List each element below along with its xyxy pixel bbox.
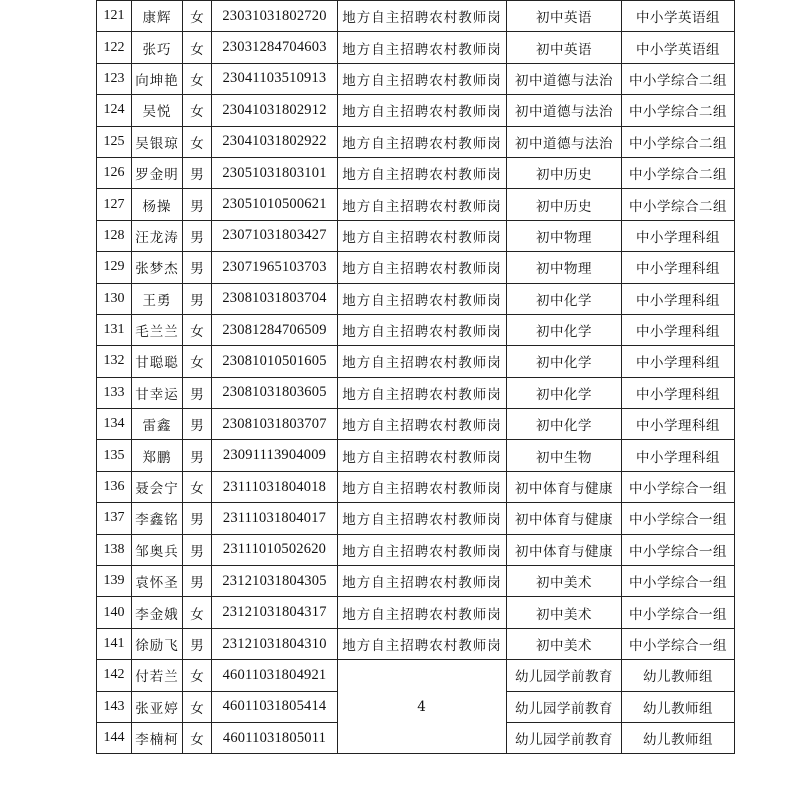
gender-cell: 男	[183, 220, 212, 251]
table-row	[97, 440, 735, 471]
subject-cell: 幼儿园学前教育	[507, 660, 622, 691]
gender-cell: 男	[183, 252, 212, 283]
exam-id-cell: 23051031803101	[212, 157, 338, 188]
group-cell: 中小学理科组	[622, 377, 735, 408]
name-cell: 张亚婷	[132, 691, 183, 722]
exam-id-cell: 23111010502620	[212, 534, 338, 565]
post-cell: 地方自主招聘农村教师岗	[338, 189, 507, 220]
name-cell: 付若兰	[132, 660, 183, 691]
post-cell: 地方自主招聘农村教师岗	[338, 63, 507, 94]
name-cell: 汪龙涛	[132, 220, 183, 251]
name-cell: 吴银琼	[132, 126, 183, 157]
row-number-cell: 132	[97, 346, 132, 377]
exam-id-cell: 23121031804317	[212, 597, 338, 628]
post-cell: 地方自主招聘农村教师岗	[338, 126, 507, 157]
subject-cell: 初中化学	[507, 314, 622, 345]
table-row	[97, 534, 735, 565]
subject-cell: 初中化学	[507, 409, 622, 440]
gender-cell: 女	[183, 471, 212, 502]
subject-cell: 初中化学	[507, 346, 622, 377]
post-cell: 地方自主招聘农村教师岗	[338, 377, 507, 408]
subject-cell: 初中化学	[507, 377, 622, 408]
name-cell: 袁怀圣	[132, 566, 183, 597]
name-cell: 邹奥兵	[132, 534, 183, 565]
row-number-cell: 133	[97, 377, 132, 408]
candidate-table	[96, 0, 735, 754]
name-cell: 李楠柯	[132, 722, 183, 753]
name-cell: 郑鹏	[132, 440, 183, 471]
subject-cell: 初中英语	[507, 32, 622, 63]
name-cell: 雷鑫	[132, 409, 183, 440]
post-cell: 地方自主招聘农村教师岗	[338, 220, 507, 251]
post-cell: 地方自主招聘农村教师岗	[338, 628, 507, 659]
table-row	[97, 503, 735, 534]
gender-cell: 女	[183, 95, 212, 126]
gender-cell: 女	[183, 691, 212, 722]
gender-cell: 男	[183, 283, 212, 314]
exam-id-cell: 23111031804018	[212, 471, 338, 502]
subject-cell: 初中道德与法治	[507, 95, 622, 126]
subject-cell: 初中历史	[507, 189, 622, 220]
group-cell: 中小学理科组	[622, 220, 735, 251]
gender-cell: 男	[183, 157, 212, 188]
row-number-cell: 130	[97, 283, 132, 314]
gender-cell: 女	[183, 126, 212, 157]
row-number-cell: 131	[97, 314, 132, 345]
exam-id-cell: 23031031802720	[212, 1, 338, 32]
table-row	[97, 220, 735, 251]
table-row	[97, 63, 735, 94]
subject-cell: 初中美术	[507, 566, 622, 597]
group-cell: 中小学英语组	[622, 1, 735, 32]
post-cell: 地方自主招聘农村教师岗	[338, 440, 507, 471]
subject-cell: 初中物理	[507, 252, 622, 283]
row-number-cell: 143	[97, 691, 132, 722]
name-cell: 罗金明	[132, 157, 183, 188]
table-row	[97, 283, 735, 314]
exam-id-cell: 23121031804310	[212, 628, 338, 659]
group-cell: 中小学综合一组	[622, 503, 735, 534]
table-row	[97, 1, 735, 32]
gender-cell: 男	[183, 409, 212, 440]
exam-id-cell: 23081284706509	[212, 314, 338, 345]
gender-cell: 男	[183, 440, 212, 471]
name-cell: 甘聪聪	[132, 346, 183, 377]
group-cell: 中小学综合一组	[622, 566, 735, 597]
gender-cell: 女	[183, 63, 212, 94]
name-cell: 康辉	[132, 1, 183, 32]
gender-cell: 男	[183, 628, 212, 659]
name-cell: 李金娥	[132, 597, 183, 628]
table-row	[97, 314, 735, 345]
row-number-cell: 125	[97, 126, 132, 157]
name-cell: 徐励飞	[132, 628, 183, 659]
group-cell: 中小学综合一组	[622, 534, 735, 565]
exam-id-cell: 23071965103703	[212, 252, 338, 283]
subject-cell: 初中体育与健康	[507, 534, 622, 565]
group-cell: 中小学综合二组	[622, 157, 735, 188]
group-cell: 幼儿教师组	[622, 691, 735, 722]
row-number-cell: 128	[97, 220, 132, 251]
row-number-cell: 124	[97, 95, 132, 126]
row-number-cell: 134	[97, 409, 132, 440]
gender-cell: 女	[183, 1, 212, 32]
table-row	[97, 346, 735, 377]
gender-cell: 男	[183, 566, 212, 597]
post-cell: 地方自主招聘农村教师岗	[338, 314, 507, 345]
row-number-cell: 141	[97, 628, 132, 659]
subject-cell: 初中生物	[507, 440, 622, 471]
subject-cell: 幼儿园学前教育	[507, 722, 622, 753]
gender-cell: 女	[183, 597, 212, 628]
row-number-cell: 137	[97, 503, 132, 534]
post-cell: 地方自主招聘农村教师岗	[338, 471, 507, 502]
name-cell: 王勇	[132, 283, 183, 314]
table-row	[97, 377, 735, 408]
name-cell: 李鑫铭	[132, 503, 183, 534]
exam-id-cell: 23041031802912	[212, 95, 338, 126]
name-cell: 聂会宁	[132, 471, 183, 502]
gender-cell: 男	[183, 503, 212, 534]
row-number-cell: 123	[97, 63, 132, 94]
post-cell: 地方自主招聘农村教师岗	[338, 1, 507, 32]
table-row	[97, 126, 735, 157]
table-row	[97, 189, 735, 220]
group-cell: 中小学理科组	[622, 283, 735, 314]
table-row	[97, 471, 735, 502]
post-cell: 地方自主招聘农村教师岗	[338, 157, 507, 188]
name-cell: 张梦杰	[132, 252, 183, 283]
gender-cell: 女	[183, 314, 212, 345]
group-cell: 中小学理科组	[622, 440, 735, 471]
group-cell: 幼儿教师组	[622, 660, 735, 691]
post-cell: 地方自主招聘农村教师岗	[338, 252, 507, 283]
table-row	[97, 628, 735, 659]
post-cell: 地方自主招聘农村教师岗	[338, 346, 507, 377]
post-cell: 地方自主招聘农村教师岗	[338, 283, 507, 314]
exam-id-cell: 23081031803707	[212, 409, 338, 440]
name-cell: 向坤艳	[132, 63, 183, 94]
post-cell: 地方自主招聘农村教师岗	[338, 503, 507, 534]
gender-cell: 男	[183, 189, 212, 220]
subject-cell: 初中美术	[507, 628, 622, 659]
row-number-cell: 138	[97, 534, 132, 565]
gender-cell: 女	[183, 32, 212, 63]
group-cell: 中小学理科组	[622, 346, 735, 377]
subject-cell: 初中历史	[507, 157, 622, 188]
post-cell: 地方自主招聘农村教师岗	[338, 409, 507, 440]
exam-id-cell: 23121031804305	[212, 566, 338, 597]
group-cell: 中小学理科组	[622, 252, 735, 283]
post-cell: 地方自主招聘农村教师岗	[338, 566, 507, 597]
name-cell: 吴悦	[132, 95, 183, 126]
group-cell: 中小学综合一组	[622, 628, 735, 659]
post-cell: 地方自主招聘农村教师岗	[338, 534, 507, 565]
table-row	[97, 409, 735, 440]
name-cell: 甘幸运	[132, 377, 183, 408]
exam-id-cell: 23041103510913	[212, 63, 338, 94]
post-cell: 地方自主招聘农村教师岗	[338, 597, 507, 628]
post-cell: 地方自主招聘农村教师岗	[338, 95, 507, 126]
row-number-cell: 121	[97, 1, 132, 32]
row-number-cell: 122	[97, 32, 132, 63]
subject-cell: 初中化学	[507, 283, 622, 314]
gender-cell: 女	[183, 346, 212, 377]
subject-cell: 初中体育与健康	[507, 471, 622, 502]
row-number-cell: 136	[97, 471, 132, 502]
group-cell: 中小学综合二组	[622, 189, 735, 220]
group-cell: 幼儿教师组	[622, 722, 735, 753]
exam-id-cell: 23071031803427	[212, 220, 338, 251]
subject-cell: 初中道德与法治	[507, 126, 622, 157]
group-cell: 中小学理科组	[622, 314, 735, 345]
table-row	[97, 157, 735, 188]
exam-id-cell: 23111031804017	[212, 503, 338, 534]
name-cell: 张巧	[132, 32, 183, 63]
exam-id-cell: 46011031805011	[212, 722, 338, 753]
table-row	[97, 660, 735, 691]
row-number-cell: 139	[97, 566, 132, 597]
subject-cell: 初中体育与健康	[507, 503, 622, 534]
candidate-table-body	[97, 1, 735, 754]
name-cell: 杨操	[132, 189, 183, 220]
exam-id-cell: 23081031803605	[212, 377, 338, 408]
exam-id-cell: 23091113904009	[212, 440, 338, 471]
name-cell: 毛兰兰	[132, 314, 183, 345]
row-number-cell: 144	[97, 722, 132, 753]
gender-cell: 男	[183, 377, 212, 408]
gender-cell: 男	[183, 534, 212, 565]
table-row	[97, 252, 735, 283]
group-cell: 中小学理科组	[622, 409, 735, 440]
subject-cell: 初中英语	[507, 1, 622, 32]
group-cell: 中小学英语组	[622, 32, 735, 63]
row-number-cell: 140	[97, 597, 132, 628]
subject-cell: 幼儿园学前教育	[507, 691, 622, 722]
subject-cell: 初中物理	[507, 220, 622, 251]
exam-id-cell: 23031284704603	[212, 32, 338, 63]
table-row	[97, 597, 735, 628]
row-number-cell: 127	[97, 189, 132, 220]
exam-id-cell: 23041031802922	[212, 126, 338, 157]
exam-id-cell: 46011031805414	[212, 691, 338, 722]
exam-id-cell: 46011031804921	[212, 660, 338, 691]
table-row	[97, 566, 735, 597]
subject-cell: 初中道德与法治	[507, 63, 622, 94]
row-number-cell: 126	[97, 157, 132, 188]
group-cell: 中小学综合一组	[622, 471, 735, 502]
gender-cell: 女	[183, 722, 212, 753]
row-number-cell: 142	[97, 660, 132, 691]
table-row	[97, 32, 735, 63]
table-row	[97, 95, 735, 126]
post-cell: 地方自主招聘农村教师岗	[338, 32, 507, 63]
post-cell: 4	[338, 660, 507, 754]
gender-cell: 女	[183, 660, 212, 691]
group-cell: 中小学综合二组	[622, 95, 735, 126]
row-number-cell: 129	[97, 252, 132, 283]
group-cell: 中小学综合二组	[622, 63, 735, 94]
group-cell: 中小学综合一组	[622, 597, 735, 628]
group-cell: 中小学综合二组	[622, 126, 735, 157]
exam-id-cell: 23081010501605	[212, 346, 338, 377]
exam-id-cell: 23081031803704	[212, 283, 338, 314]
exam-id-cell: 23051010500621	[212, 189, 338, 220]
row-number-cell: 135	[97, 440, 132, 471]
subject-cell: 初中美术	[507, 597, 622, 628]
